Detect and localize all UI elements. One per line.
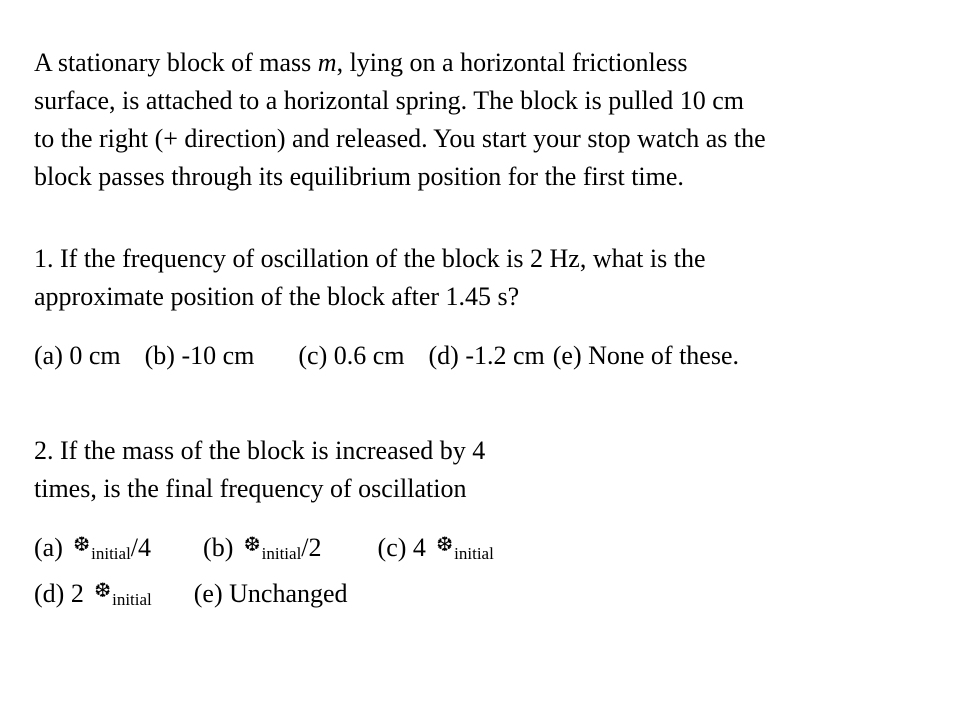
question-1-line-1: 1. If the frequency of oscillation of the block is 2 Hz, what is the (34, 244, 706, 273)
intro-line-3: to the right (+ direction) and released. You start your stop watch as the (34, 124, 766, 153)
subscript-initial: initial (112, 590, 152, 609)
question-2-line-2: times, is the final frequency of oscillation (34, 474, 467, 503)
question-1-options (34, 337, 739, 375)
mass-variable: m (317, 48, 337, 77)
intro-line-2: surface, is attached to a horizontal spring. The block is pulled 10 cm (34, 86, 744, 115)
q2-option-d: (d) 2 ❆initial (34, 574, 152, 620)
q1-option-b: (b) -10 cm (144, 341, 255, 370)
q2-option-e: (e) Unchanged (193, 579, 348, 608)
subscript-initial: initial (91, 544, 131, 563)
q2-option-a: (a) ❆initial/4 (34, 528, 151, 574)
q1-option-c: (c) 0.6 cm (298, 341, 405, 370)
frequency-symbol-icon: ❆ (73, 532, 91, 556)
intro-line-4: block passes through its equilibrium position for the first time. (34, 162, 684, 191)
question-1 (34, 240, 705, 316)
q1-option-a: (a) 0 cm (34, 341, 121, 370)
frequency-symbol-icon: ❆ (243, 532, 261, 556)
q2-option-b: (b) ❆initial/2 (203, 528, 322, 574)
q1-option-e: (e) None of these. (552, 341, 740, 370)
q1-option-d: (d) -1.2 cm (428, 341, 545, 370)
question-2-line-1: 2. If the mass of the block is increased by 4 (34, 436, 486, 465)
question-2-options (34, 528, 494, 620)
problem-statement (34, 44, 766, 196)
frequency-symbol-icon: ❆ (436, 532, 454, 556)
question-1-line-2: approximate position of the block after 1.45 s? (34, 282, 520, 311)
intro-line-1: A stationary block of mass m, lying on a horizontal frictionless (34, 48, 688, 77)
question-2 (34, 432, 485, 508)
subscript-initial: initial (454, 544, 494, 563)
q2-options-row-2 (34, 574, 494, 620)
q2-options-row-1 (34, 528, 494, 574)
frequency-symbol-icon: ❆ (94, 578, 112, 602)
q2-option-c: (c) 4 ❆initial (378, 528, 494, 574)
subscript-initial: initial (261, 544, 302, 563)
